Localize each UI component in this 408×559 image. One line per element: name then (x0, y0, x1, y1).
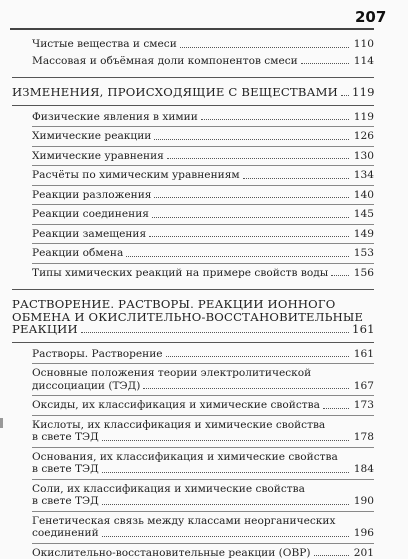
section-page: 161 (352, 323, 374, 336)
dot-leader (180, 47, 349, 48)
entry-divider (32, 447, 374, 448)
toc-entry[interactable] (12, 367, 374, 392)
dot-leader (154, 197, 349, 198)
dot-leader (143, 388, 349, 389)
entry-divider (32, 165, 374, 166)
toc-entry-title: Окислительно-восстановительные реакции (ОВР) (32, 547, 311, 559)
entry-divider (32, 243, 374, 244)
entry-divider (32, 543, 374, 544)
toc-entry-title: Реакции замещения (32, 228, 146, 241)
section-divider (12, 77, 374, 78)
toc-entry-title-cont: диссоциации (ТЭД) (32, 380, 140, 393)
toc-entry-title: Химические уравнения (32, 150, 164, 163)
toc-entry-title-cont: соединений (32, 527, 99, 540)
toc-entry[interactable] (12, 419, 374, 444)
dot-leader (323, 408, 349, 409)
toc-entry-title: Основания, их классификация и химические свойства (32, 451, 374, 464)
section-heading[interactable] (12, 298, 374, 336)
toc-entry[interactable] (12, 111, 374, 124)
section-divider (12, 342, 374, 343)
dot-leader (166, 356, 349, 357)
section-heading[interactable] (12, 86, 374, 99)
toc-entry-title: Оксиды, их классификация и химические свойства (32, 399, 320, 412)
entry-divider (32, 363, 374, 364)
page-edge-mark (0, 418, 3, 428)
toc-entry-title: Соли, их классификация и химические свойства (32, 483, 374, 496)
toc-entry-page: 153 (352, 247, 374, 260)
toc-entry-page: 110 (352, 38, 374, 51)
toc-entry[interactable] (12, 483, 374, 508)
toc-entry[interactable] (12, 247, 374, 260)
toc-entry[interactable] (12, 267, 374, 280)
section-divider (12, 105, 374, 106)
toc-entry-page: 190 (352, 495, 374, 508)
dot-leader (301, 63, 349, 64)
dot-leader (201, 119, 349, 120)
entry-divider (32, 263, 374, 264)
toc-entry-title: Реакции обмена (32, 247, 123, 260)
dot-leader (154, 139, 349, 140)
entry-divider (32, 511, 374, 512)
dot-leader (102, 504, 349, 505)
section-title-line: ОБМЕНА И ОКИСЛИТЕЛЬНО-ВОССТАНОВИТЕЛЬНЫЕ (12, 311, 374, 324)
dot-leader (341, 95, 349, 96)
dot-leader (243, 178, 349, 179)
dot-leader (102, 440, 349, 441)
toc-entry-title: Расчёты по химическим уравнениям (32, 169, 240, 182)
entry-divider (32, 415, 374, 416)
toc-entry-page: 145 (352, 208, 374, 221)
toc-entry-page: 119 (352, 111, 374, 124)
dot-leader (102, 472, 349, 473)
table-of-contents (12, 38, 374, 559)
toc-entry-page: 184 (352, 463, 374, 476)
entry-divider (32, 146, 374, 147)
toc-entry-page: 140 (352, 189, 374, 202)
toc-entry[interactable] (12, 348, 374, 361)
dot-leader (126, 256, 349, 257)
entry-divider (32, 204, 374, 205)
section-divider (12, 289, 374, 290)
toc-entry-page: 114 (352, 55, 374, 68)
dot-leader (81, 332, 349, 333)
toc-entry-title-cont: в свете ТЭД (32, 431, 99, 444)
toc-entry-title-cont: в свете ТЭД (32, 495, 99, 508)
toc-entry[interactable] (12, 208, 374, 221)
toc-entry[interactable] (12, 547, 374, 559)
section-title-line: РЕАКЦИИ (12, 323, 78, 336)
entry-divider (32, 479, 374, 480)
section-title: ИЗМЕНЕНИЯ, ПРОИСХОДЯЩИЕ С ВЕЩЕСТВАМИ (12, 86, 338, 99)
toc-entry[interactable] (12, 150, 374, 163)
toc-entry-title: Типы химических реакций на примере свойств воды (32, 267, 328, 280)
toc-entry-page: 178 (352, 431, 374, 444)
toc-entry[interactable] (12, 515, 374, 540)
section-page: 119 (352, 86, 374, 99)
toc-entry[interactable] (12, 189, 374, 202)
entry-divider (32, 224, 374, 225)
toc-entry-page: 173 (352, 399, 374, 412)
toc-entry-title: Основные положения теории электролитической (32, 367, 374, 380)
toc-entry[interactable] (12, 130, 374, 143)
section-title-line: РАСТВОРЕНИЕ. РАСТВОРЫ. РЕАКЦИИ ИОННОГО (12, 298, 374, 311)
toc-entry-title: Реакции разложения (32, 189, 151, 202)
toc-entry[interactable] (12, 38, 374, 51)
toc-entry-page: 149 (352, 228, 374, 241)
entry-divider (32, 185, 374, 186)
toc-entry-title: Химические реакции (32, 130, 151, 143)
toc-entry[interactable] (12, 451, 374, 476)
toc-entry-title: Реакции соединения (32, 208, 149, 221)
dot-leader (167, 158, 349, 159)
entry-divider (32, 126, 374, 127)
toc-entry-title-cont: в свете ТЭД (32, 463, 99, 476)
dot-leader (331, 275, 349, 276)
toc-entry-title: Кислоты, их классификация и химические свойства (32, 419, 374, 432)
toc-entry-title: Физические явления в химии (32, 111, 198, 124)
toc-entry-title: Генетическая связь между классами неорганических (32, 515, 374, 528)
toc-entry-page: 196 (352, 527, 374, 540)
dot-leader (102, 536, 349, 537)
page-number: 207 (355, 8, 386, 26)
toc-entry-page: 126 (352, 130, 374, 143)
dot-leader (149, 236, 349, 237)
toc-entry[interactable] (12, 228, 374, 241)
toc-entry-title: Чистые вещества и смеси (32, 38, 177, 51)
toc-entry-page: 167 (352, 380, 374, 393)
toc-entry-title: Массовая и объёмная доли компонентов смеси (32, 55, 298, 68)
toc-entry-page: 201 (352, 547, 374, 559)
toc-entry-page: 156 (352, 267, 374, 280)
toc-entry-title: Растворы. Растворение (32, 348, 163, 361)
entry-divider (32, 395, 374, 396)
toc-entry-page: 130 (352, 150, 374, 163)
toc-entry-page: 134 (352, 169, 374, 182)
dot-leader (314, 555, 350, 556)
toc-entry[interactable] (12, 169, 374, 182)
dot-leader (152, 217, 349, 218)
header-rule (10, 28, 374, 30)
toc-entry[interactable] (12, 55, 374, 68)
toc-entry[interactable] (12, 399, 374, 412)
toc-entry-page: 161 (352, 348, 374, 361)
